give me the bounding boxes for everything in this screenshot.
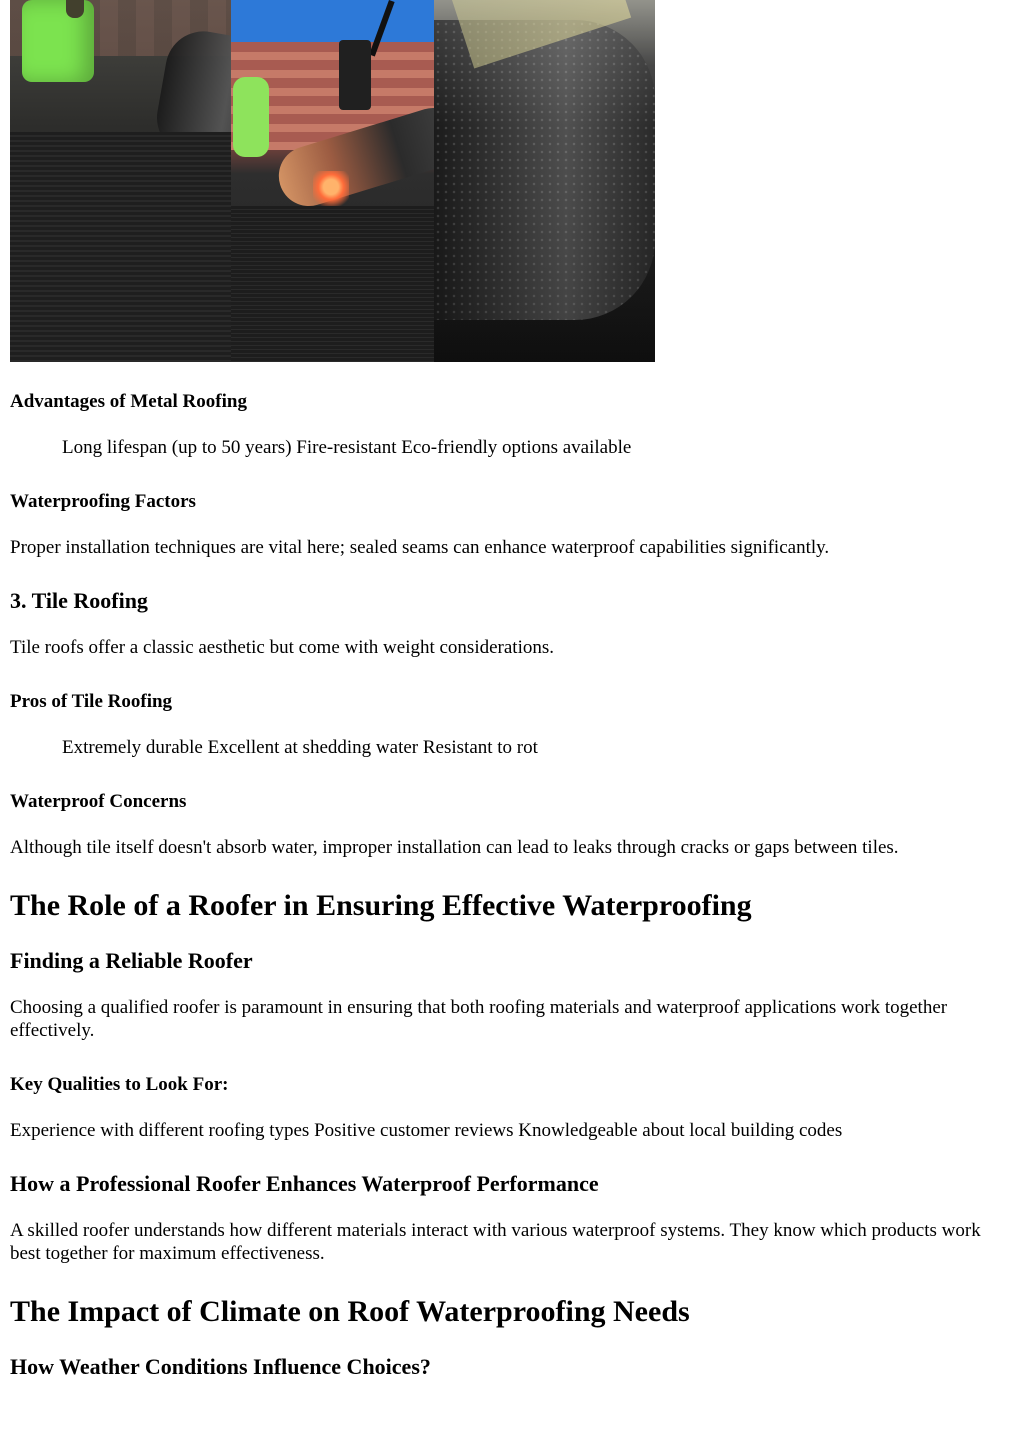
flame-icon <box>313 171 349 211</box>
advantages-metal-list: Long lifespan (up to 50 years) Fire-resistant Eco-friendly options available <box>62 437 632 458</box>
key-qualities-text: Experience with different roofing types Positive customer reviews Knowledgeable about local building codes <box>10 1120 843 1141</box>
key-qualities-heading: Key Qualities to Look For: <box>10 1074 229 1095</box>
waterproofing-factors-paragraph: Proper installation techniques are vital here; sealed seams can enhance waterproof capabilities significantly. <box>10 537 830 558</box>
torch-icon <box>339 40 371 110</box>
hero-panel-right <box>434 0 655 362</box>
role-heading: The Role of a Roofer in Ensuring Effective Waterproofing <box>10 889 752 922</box>
finding-roofer-heading: Finding a Reliable Roofer <box>10 948 253 973</box>
article-content <box>10 386 1000 1402</box>
professional-roofer-paragraph: A skilled roofer understands how different materials interact with various waterproof systems. They know which products work best together for maximum effectiveness. <box>10 1220 981 1264</box>
waterproof-concerns-heading: Waterproof Concerns <box>10 791 187 812</box>
pros-tile-list: Extremely durable Excellent at shedding water Resistant to rot <box>62 737 538 758</box>
waterproof-sheet <box>10 132 231 362</box>
cylinder-cap <box>66 0 84 18</box>
gas-bottle-icon <box>233 77 269 157</box>
waterproof-concerns-paragraph: Although tile itself doesn't absorb water, improper installation can lead to leaks through cracks or gaps between tiles. <box>10 837 899 858</box>
tile-roofing-paragraph: Tile roofs offer a classic aesthetic but come with weight considerations. <box>10 637 555 658</box>
hero-panel-center <box>231 0 434 362</box>
hero-panel-left <box>10 0 231 362</box>
shading-overlay <box>434 0 655 362</box>
climate-impact-heading: The Impact of Climate on Roof Waterproofing Needs <box>10 1295 690 1328</box>
advantages-metal-heading: Advantages of Metal Roofing <box>10 391 247 412</box>
hero-image <box>10 0 655 362</box>
pros-tile-heading: Pros of Tile Roofing <box>10 691 173 712</box>
torch-applied-surface <box>231 206 434 362</box>
professional-roofer-heading: How a Professional Roofer Enhances Waterproof Performance <box>10 1171 599 1196</box>
waterproofing-factors-heading: Waterproofing Factors <box>10 491 196 512</box>
weather-conditions-heading: How Weather Conditions Influence Choices? <box>10 1354 431 1379</box>
tile-roofing-heading: 3. Tile Roofing <box>10 588 148 613</box>
finding-roofer-paragraph: Choosing a qualified roofer is paramount in ensuring that both roofing materials and waterproof applications work together effectively. <box>10 997 948 1041</box>
